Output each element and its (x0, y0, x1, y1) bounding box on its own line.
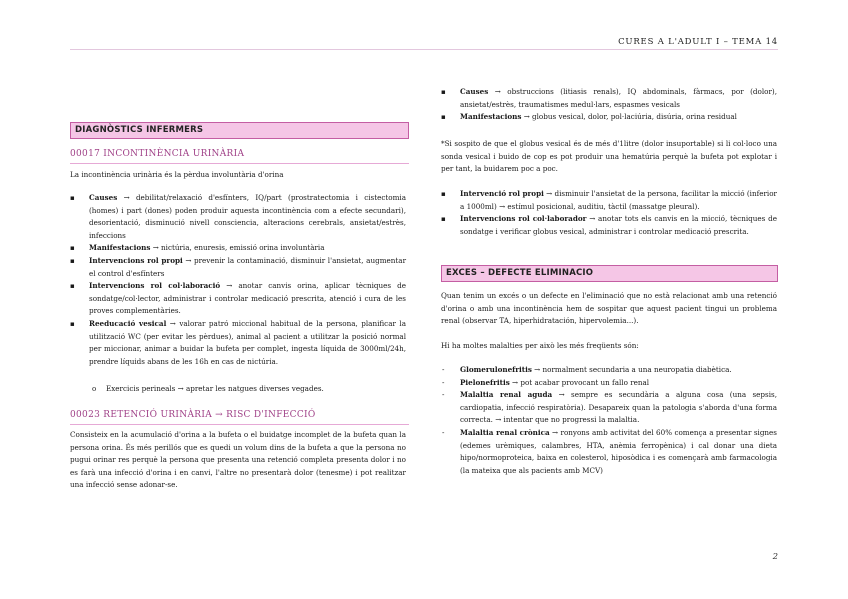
globus-note: *Si sospito de que el globus vesical és de més d'1litre (dolor insuportable) si li col·loco una sonda vesical i buido de cop es pot produir una hematúria perquè la bufeta pot explotar i per tant, la buidarem poc a poc. (441, 139, 777, 174)
page-number: 2 (772, 552, 778, 562)
list-item: ▪ Causes → debilitat/relaxació d'esfínters, IQ/part (prostratectomia i cistectomia (homes) i part (dones) poden produir aquesta incontinència com a efecte secundari), desorientació, disminució nivell consciencia, alteracions cerebrals, ansietat/estrès, infeccions (70, 192, 406, 242)
list-subitem: o Exercicis perineals → apretar les natgues diverses vegades. (70, 383, 406, 396)
header-title: CURES A L'ADULT I – TEMA 14 (618, 37, 778, 47)
subsection-heading-incontinence: 00017 INCONTINÈNCIA URINÀRIA (70, 149, 245, 159)
header-divider (70, 49, 778, 50)
list-item: ▪ Intervencions rol col·laboració → anotar canvis orina, aplicar tècniques de sondatge/col·lector, administrar i controlar medicació prescrita, atenció i cura de les proves complementàries. (70, 280, 406, 318)
diseases-intro: Hi ha moltes malalties per això les més freqüents són: (441, 341, 639, 350)
subsection-divider (70, 163, 409, 164)
list-item: - Malaltia renal aguda → sempre es secundària a alguna cosa (una sepsis, cardiopatia, infecció respiratòria). Desapareix quan la patologia s'aborda d'una forma correcta. → intentar que no progressi la malaltia. (441, 389, 777, 427)
diseases-list (441, 364, 777, 477)
retention-list (441, 86, 777, 124)
list-item: ▪ Reeducació vesical → valorar patró miccional habitual de la persona, planificar la utilització WC (per evitar les pèrdues), animal al pacient a utilitzar la posició normal per miccionar, animar a buidar la bufeta per complet, ingesta líquida de 3000ml/24h, prendre líquids abans de les 16h en cas de nictúria. (70, 318, 406, 368)
excess-paragraph: Quan tenim un excés o un defecte en l'eliminació que no està relacionat amb una retenció d'orina o amb una incontinència hem de sospitar que aquest pacient tingui un problema renal (observar TA, hiperhidratación, hipervolemia...). (441, 291, 777, 326)
incontinence-intro: La incontinència urinària és la pèrdua involuntària d'orina (70, 170, 284, 179)
list-item: - Glomerulonefritis → normalment secundaria a una neuropatia diabètica. (441, 364, 777, 377)
list-item: ▪ Intervenció rol propi → disminuir l'ansietat de la persona, facilitar la micció (inferior a 1000ml) → estímul posicional, auditiu, tàctil (massatge pleural). (441, 188, 777, 213)
incontinence-sublist (70, 383, 406, 396)
list-item: ▪ Manifestacions → nictúria, enuresis, emissió orina involuntària (70, 242, 406, 255)
subsection-divider (70, 424, 409, 425)
incontinence-list (70, 192, 406, 368)
list-item: - Malaltia renal crònica → ronyons amb activitat del 60% comença a presentar signes (edemes urèmiques, calambres, HTA, anèmia ferropènica) i cal donar una dieta hipo/normoproteica, baixa en colesterol, hiposòdica i es començarà amb farmacologia (la mateixa que als pacients amb MCV) (441, 427, 777, 477)
list-item: ▪ Manifestacions → globus vesical, dolor, pol·laciúria, disúria, orina residual (441, 111, 777, 124)
list-item: ▪ Causes → obstruccions (litiasis renals), IQ abdominals, fàrmacs, por (dolor), ansietat/estrès, traumatismes medul·lars, espasmes vesicals (441, 86, 777, 111)
list-item: ▪ Intervencions rol col·laborador → anotar tots els canvis en la micció, tècniques de sondatge i verificar globus vesical, administrar i controlar medicació prescrita. (441, 213, 777, 238)
retention-interventions (441, 188, 777, 238)
list-item: ▪ Intervencions rol propi → prevenir la contaminació, disminuir l'ansietat, augmentar el control d'esfínters (70, 255, 406, 280)
retention-text: Consisteix en la acumulació d'orina a la bufeta o el buidatge incomplet de la bufeta quan la persona orina. És més perillós que es quedi un volum dins de la bufeta a que la persona no pugui orinar res perquè la persona que presenta una retenció completa presenta dolor i no es farà una infecció d'orina i en canvi, l'altre no presentarà dolor (tenesme) i pot realitzar una infecció sense adonar-se. (70, 430, 406, 490)
subsection-heading-retention: 00023 RETENCIÓ URINÀRIA → RISC D'INFECCIÓ (70, 410, 316, 420)
section-title-diagnostics: DIAGNÒSTICS INFERMERS (70, 122, 409, 139)
section-title-excess-defect: EXCES – DEFECTE ELIMINACIO (441, 265, 778, 282)
list-item: - Pielonefritis → pot acabar provocant un fallo renal (441, 377, 777, 390)
